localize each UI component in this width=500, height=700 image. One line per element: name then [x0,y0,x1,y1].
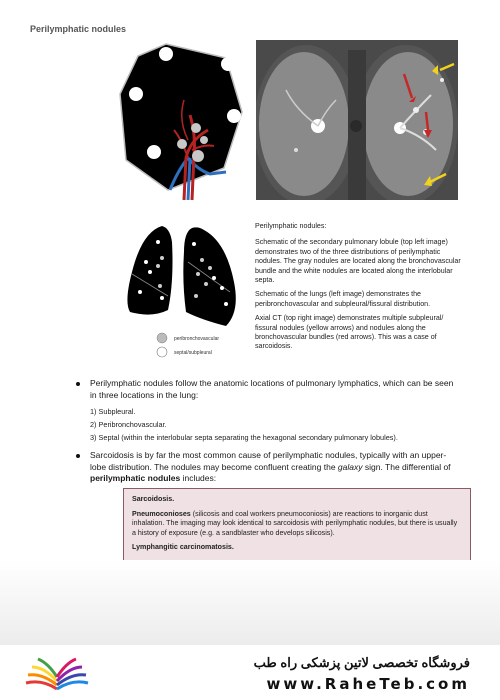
bullet-perilymphatic: Perilymphatic nodules follow the anatomic locations of pulmonary lymphatics, which can be seen in three locations in the lung: [76,378,461,401]
footer [0,645,500,700]
location-list [90,405,461,444]
bullet-sarcoidosis [76,450,461,485]
caption-paragraph-1: Schematic of the secondary pulmonary lobule (top left image) demonstrates two of the three distributions of perilymphatic nodules. The gray nodules are located along the bronchovascular bundle and the white nodules are located along the interlobular septa. [255,238,461,285]
differential-item-2: Pneumoconioses (silicosis and coal workers pneumoconiosis) are reactions to inorganic dust inhalation. The imaging may look identical to sarcoidosis with perilymphatic nodules, but there is usually a history of exposure (e.g. a sandblaster who develops silicosis). [132,509,458,537]
body-text [76,378,461,489]
page-shadow [0,560,500,650]
lungs-schematic [122,222,247,362]
caption-title: Perilymphatic nodules: [255,222,327,230]
store-url[interactable]: www.RaheTeb.com [266,675,470,693]
store-name: فروشگاه تخصصی لاتین پزشکی راه طب [253,655,470,670]
differential-item-1: Sarcoidosis. [132,495,175,503]
list-item: 1) Subpleural. [90,407,136,417]
list-item: 2) Peribronchovascular. [90,420,167,430]
bullet2-italic: galaxy [337,461,363,472]
bullet2-text-a: Sarcoidosis is by far the most common cause of perilymphatic nodules, typically with an upper-lobe distribution. The nodules may become confluent creating the [90,450,447,472]
differential-box [123,488,471,564]
list-item: 3) Septal (within the interlobular septa separating the hexagonal secondary pulmonary lobules). [90,433,398,443]
bullet2-text-c: includes: [180,473,217,484]
differential-item-3: Lymphangitic carcinomatosis. [132,543,234,552]
axial-ct-image [256,40,458,200]
legend-peribronchovascular: peribronchovascular [174,336,220,342]
lobule-schematic [118,40,248,200]
page-header: Perilymphatic nodules [30,24,127,34]
bullet2-bold: perilymphatic nodules [90,473,181,484]
caption-paragraph-2: Schematic of the lungs (left image) demonstrates the peribronchovascular and subpleural/fissural distribution. [255,290,431,308]
figure-caption [255,222,463,357]
caption-paragraph-3: Axial CT (top right image) demonstrates multiple subpleural/ fissural nodules (yellow arrows) and nodules along the bronchovascular bundles (red arrows). This was a case of sarcoidosis. [255,314,444,351]
legend-septal-subpleural: septal/subpleural [174,350,212,356]
bullet2-text-b: sign. The differential of [362,461,451,472]
book-logo-icon [22,653,92,693]
